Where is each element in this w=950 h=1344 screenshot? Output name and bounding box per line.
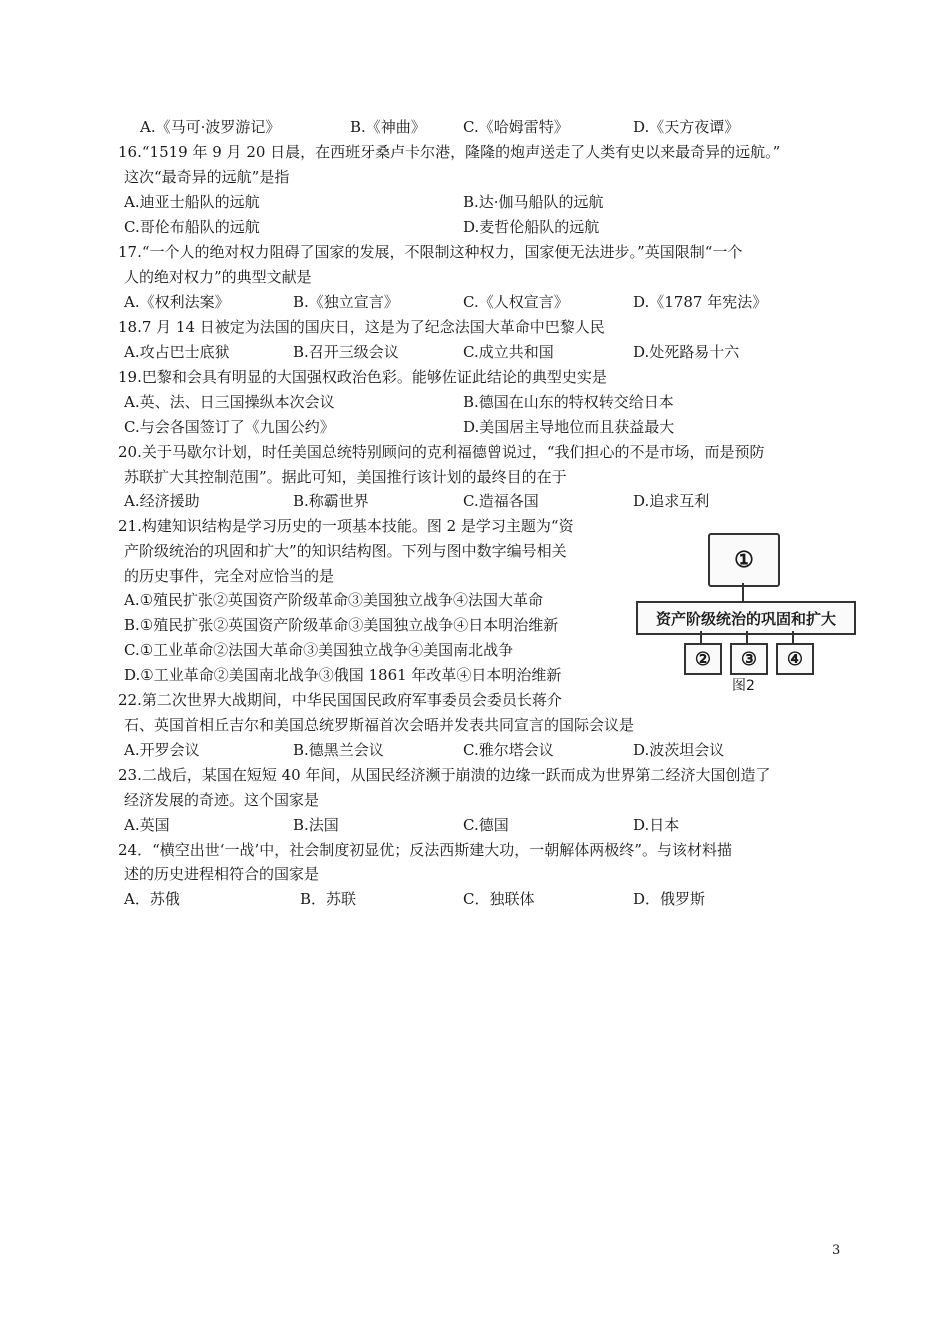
q22-stem-line1: 22.第二次世界大战期间，中华民国国民政府军事委员会委员长蒋介 bbox=[118, 691, 562, 709]
q21-option-c: C.①工业革命②法国大革命③美国独立战争④美国南北战争 bbox=[124, 641, 514, 659]
q18-stem-line1: 18.7 月 14 日被定为法国的国庆日，这是为了纪念法国大革命中巴黎人民 bbox=[118, 318, 605, 336]
q22-option-c: C.雅尔塔会议 bbox=[463, 741, 554, 759]
q21-option-d: D.①工业革命②美国南北战争③俄国 1861 年改革④日本明治维新 bbox=[124, 666, 562, 684]
q17-option-d: D.《1787 年宪法》 bbox=[633, 293, 768, 311]
q22-option-b: B.德黑兰会议 bbox=[293, 741, 384, 759]
q22-option-d: D.波茨坦会议 bbox=[633, 741, 725, 759]
knowledge-structure-figure bbox=[636, 527, 858, 697]
q22-stem-line2: 石、英国首相丘吉尔和美国总统罗斯福首次会晤并发表共同宣言的国际会议是 bbox=[124, 716, 635, 734]
q18-option-d: D.处死路易十六 bbox=[633, 343, 740, 361]
figure-connector-2 bbox=[700, 631, 702, 643]
q19-option-b: B.德国在山东的特权转交给日本 bbox=[463, 393, 674, 411]
q24-option-c: C．独联体 bbox=[463, 890, 535, 908]
q19-option-c: C.与会各国签订了《九国公约》 bbox=[124, 418, 335, 436]
q24-option-b: B．苏联 bbox=[300, 890, 357, 908]
q19-option-d: D.美国居主导地位而且获益最大 bbox=[463, 418, 675, 436]
figure-box-2: ② bbox=[684, 643, 722, 675]
q23-option-b: B.法国 bbox=[293, 816, 339, 834]
q20-option-d: D.追求互利 bbox=[633, 492, 710, 510]
q23-option-d: D.日本 bbox=[633, 816, 680, 834]
q15-option-b: B.《神曲》 bbox=[350, 118, 426, 136]
q21-option-a: A.①殖民扩张②英国资产阶级革命③美国独立战争④法国大革命 bbox=[124, 591, 544, 609]
q23-option-c: C.德国 bbox=[463, 816, 509, 834]
q20-stem-line2: 苏联扩大其控制范围”。据此可知，美国推行该计划的最终目的在于 bbox=[124, 468, 567, 486]
q18-option-c: C.成立共和国 bbox=[463, 343, 554, 361]
figure-connector-top bbox=[742, 583, 744, 601]
q24-option-d: D．俄罗斯 bbox=[633, 890, 706, 908]
q20-option-b: B.称霸世界 bbox=[293, 492, 369, 510]
q16-stem-line1: 16.“1519 年 9 月 20 日晨，在西班牙桑卢卡尔港，隆隆的炮声送走了人类有史以来最奇异的远航。” bbox=[118, 143, 781, 161]
q16-option-c: C.哥伦布船队的远航 bbox=[124, 218, 260, 236]
q17-option-a: A.《权利法案》 bbox=[124, 293, 230, 311]
page-number: 3 bbox=[832, 1243, 841, 1258]
q15-option-c: C.《哈姆雷特》 bbox=[463, 118, 569, 136]
q23-stem-line1: 23.二战后，某国在短短 40 年间，从国民经济濒于崩溃的边缘一跃而成为世界第二经济大国创造了 bbox=[118, 766, 771, 784]
q23-stem-line2: 经济发展的奇迹。这个国家是 bbox=[124, 791, 320, 809]
q17-option-b: B.《独立宣言》 bbox=[293, 293, 399, 311]
q16-option-a: A.迪亚士船队的远航 bbox=[124, 193, 260, 211]
q16-option-b: B.达·伽马船队的远航 bbox=[463, 193, 604, 211]
q18-option-b: B.召开三级会议 bbox=[293, 343, 399, 361]
q15-option-d: D.《天方夜谭》 bbox=[633, 118, 740, 136]
q19-stem-line1: 19.巴黎和会具有明显的大国强权政治色彩。能够佐证此结论的典型史实是 bbox=[118, 368, 607, 386]
q16-option-d: D.麦哲伦船队的远航 bbox=[463, 218, 600, 236]
figure-connector-4 bbox=[792, 631, 794, 643]
q24-stem-line1: 24．“横空出世‘一战’中，社会制度初显优；反法西斯建大功，一朝解体两极终”。与该材料描 bbox=[118, 841, 732, 859]
figure-connector-3 bbox=[746, 631, 748, 643]
q15-option-a: A.《马可·波罗游记》 bbox=[140, 118, 281, 136]
q22-option-a: A.开罗会议 bbox=[124, 741, 200, 759]
q17-option-c: C.《人权宣言》 bbox=[463, 293, 569, 311]
q19-option-a: A.英、法、日三国操纵本次会议 bbox=[124, 393, 335, 411]
q20-option-a: A.经济援助 bbox=[124, 492, 200, 510]
q23-option-a: A.英国 bbox=[124, 816, 170, 834]
q24-stem-line2: 述的历史进程相符合的国家是 bbox=[124, 865, 320, 883]
q17-stem-line1: 17.“一个人的绝对权力阻碍了国家的发展，不限制这种权力，国家便无法进步。”英国限制“一个 bbox=[118, 243, 743, 261]
q21-option-b: B.①殖民扩张②英国资产阶级革命③美国独立战争④日本明治维新 bbox=[124, 616, 559, 634]
figure-caption: 图2 bbox=[732, 678, 755, 694]
figure-top-box: ① bbox=[708, 533, 780, 587]
q20-stem-line1: 20.关于马歇尔计划，时任美国总统特别顾问的克利福德曾说过，“我们担心的不是市场，而是预防 bbox=[118, 443, 765, 461]
figure-box-4: ④ bbox=[776, 643, 814, 675]
figure-box-3: ③ bbox=[730, 643, 768, 675]
figure-middle-box: 资产阶级统治的巩固和扩大 bbox=[636, 601, 856, 635]
q17-stem-line2: 人的绝对权力”的典型文献是 bbox=[124, 268, 312, 286]
q21-stem-line3: 的历史事件，完全对应恰当的是 bbox=[124, 567, 335, 585]
q20-option-c: C.造福各国 bbox=[463, 492, 539, 510]
q24-option-a: A．苏俄 bbox=[124, 890, 180, 908]
q21-stem-line1: 21.构建知识结构是学习历史的一项基本技能。图 2 是学习主题为“资 bbox=[118, 517, 574, 535]
q21-stem-line2: 产阶级统治的巩固和扩大”的知识结构图。下列与图中数字编号相关 bbox=[124, 542, 567, 560]
q18-option-a: A.攻占巴士底狱 bbox=[124, 343, 230, 361]
q16-stem-line2: 这次“最奇异的远航”是指 bbox=[124, 168, 290, 186]
